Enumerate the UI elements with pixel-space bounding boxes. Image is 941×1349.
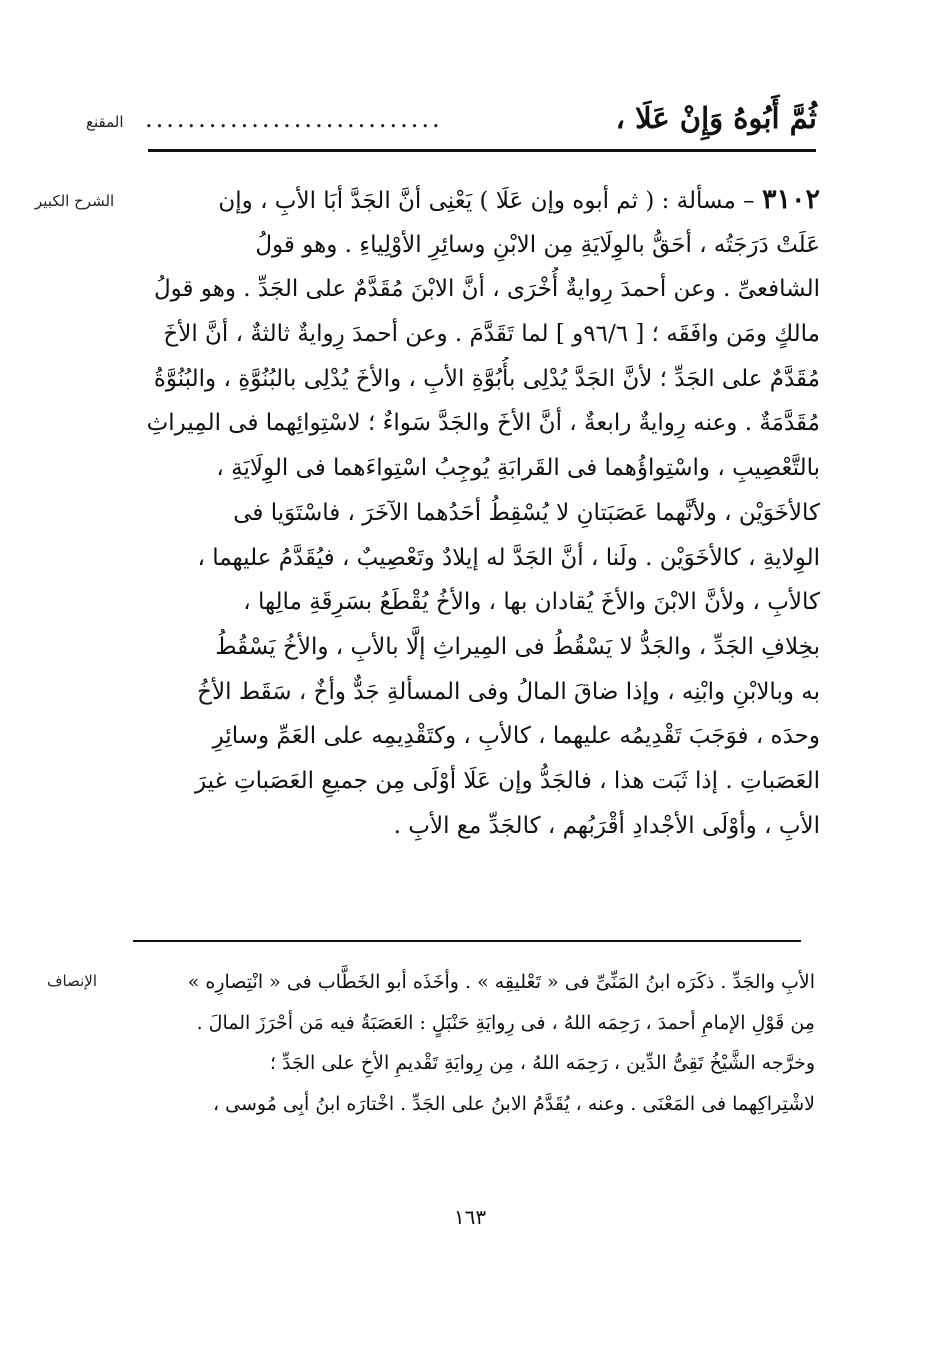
matn-dots: ............................ [145,105,443,133]
matn-header [145,95,817,145]
text-line: وحدَه ، فوَجَبَ تَقْدِيمُه عليهما ، كالأبِ ، وكتَقْدِيمِه على العَمِّ وسائِرِ [212,723,820,750]
header-rule [148,149,816,152]
text-line: مالكٍ ومَن وافَقَه ؛ [ ٩٦/٦و ] لما تَقَدَّمَ . وعن أحمدَ رِوايةٌ ثالثةٌ ، أنَّ الأخَ [163,321,820,348]
page-number: ١٦٣ [453,1205,487,1229]
text-line: الأبِ ، وأوْلَى الأجْدادِ أقْرَبُهم ، كالجَدِّ مع الأبِ . [393,812,820,839]
text-line: كالأبِ ، ولأنَّ الابْنَ والأخَ يُقادان بها ، والأخُ يُقْطَعُ بسَرِقَةِ مالِها ، [243,589,820,616]
footnote-line: مِن قَوْلِ الإمامِ أحمدَ ، رَحِمَه اللهُ ، فى رِوايَةِ حَنْبَلٍ : العَصَبَةُ فيه مَن أحْرَزَ المالَ . [196,1011,815,1034]
sharh-text [130,178,820,848]
text-line: الشافعىِّ . وعن أحمدَ رِوايةٌ أُخْرَى ، أنَّ الابْنَ مُقَدَّمٌ على الجَدِّ . وهو قولُ [153,276,820,303]
text-line: كالأخَوَيْن ، ولأنَّهما عَصَبَتانِ لا يُسْقِطُ أحَدُهما الآخَرَ ، فاسْتَوَيا فى [233,499,820,526]
text-line: به وبالابْنِ وابْنِه ، وإذا ضاقَ المالُ وفى المسألةِ جَدٌّ وأخٌ ، سَقَط الأخُ [197,678,820,705]
insaf-text [115,962,815,1124]
text-line: مُقَدَّمَةٌ . وعنه رِوايةٌ رابعةٌ ، أنَّ الأخَ والجَدَّ سَواءٌ ؛ لاسْتِوائِهما فى المِيراثِ [146,410,820,437]
footnote-rule [133,940,801,942]
label-sharh-kabir: الشرح الكبير [35,192,115,210]
label-muqni: المقنع [86,113,124,131]
footnote-line: وخرَّجه الشَّيْخُ تَقِىُّ الدِّين ، رَحِمَه اللهُ ، مِن رِوايَةِ تَقْديمِ الأخِ على الجَدِّ ؛ [269,1052,815,1074]
text-line: عَلَتْ دَرَجَتُه ، أحَقُّ بالوِلَايَةِ مِن الابْنِ وسائِرِ الأوْلِياءِ . وهو قولُ [255,231,820,258]
footnote-line: الأبِ والجَدِّ . ذكَرَه ابنُ المَنِّىِّ فى « تَعْليقِه » . وأخَذَه أبو الخَطَّاب فى « انْتِصارِه » [187,971,815,993]
text-line: العَصَباتِ . إذا ثَبَت هذا ، فالجَدُّ وإن عَلَا أوْلَى مِن جميعِ العَصَباتِ غيرَ [194,767,820,794]
footnote-line: لاشْتِراكِهما فى المَعْنَى . وعنه ، يُقَدَّمُ الابنُ على الجَدِّ . اخْتارَه ابنُ أبِى مُوسى ، [212,1092,815,1115]
text-line: الوِلايةِ ، كالأخَوَيْن . ولَنا ، أنَّ الجَدَّ له إيلادٌ وتَعْصِيبٌ ، فيُقَدَّمُ عليهما ، [197,544,820,571]
issue-number: ٣١٠٢ [761,184,820,215]
text-line: بالتَّعْصِيبِ ، واسْتِواؤُهما فى القَرابَةِ يُوجِبُ اسْتِواءَهما فى الوِلَايَةِ ، [216,455,820,482]
matn-title: ثُمَّ أَبُوهُ وَإِنْ عَلَا ، [615,101,817,135]
text-line: بخِلافِ الجَدِّ ، والجَدُّ لا يَسْقُطُ فى المِيراثِ إلَّا بالأبِ ، والأخُ يَسْقُطُ [215,633,820,660]
label-insaf: الإنصاف [47,972,98,990]
text-line: ٣١٠٢ – مسألة : ( ثم أبوه وإن عَلَا ) يَعْنِى أنَّ الجَدَّ أبَا الأبِ ، وإن [218,184,820,215]
text-line: مُقَدَّمٌ على الجَدِّ ؛ لأنَّ الجَدَّ يُدْلِى بأُبُوَّةِ الأبِ ، والأخَ يُدْلِى بالبُنُوَّةِ ، والبُنُوَّةُ [153,365,820,392]
